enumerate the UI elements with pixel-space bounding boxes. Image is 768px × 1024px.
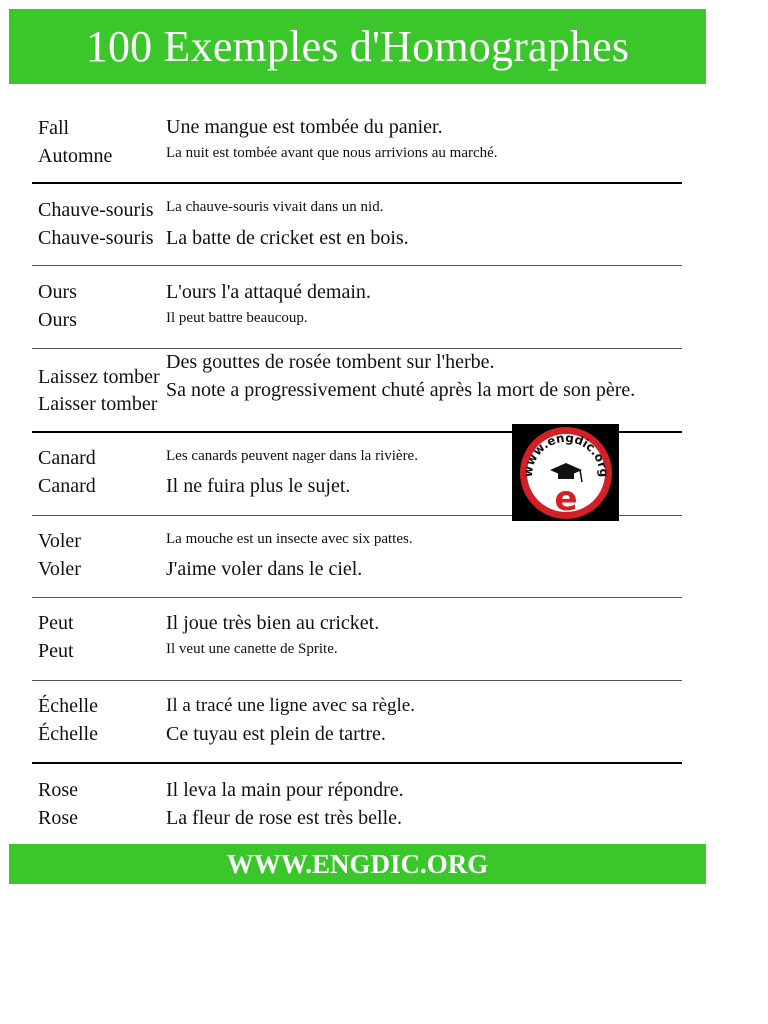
sentence-2: La batte de cricket est en bois. [166,227,409,249]
table-row [32,184,682,266]
table-row [32,101,682,184]
page-title: 100 Exemples d'Homographes [85,22,630,71]
table-row [32,266,682,349]
table-row [32,681,682,764]
word-1: Laissez tomber [38,366,160,388]
table-row [32,349,682,433]
logo-graphic [514,426,618,520]
word-1: Ours [38,281,77,303]
word-2: Laisser tomber [38,393,158,415]
sentence-2: La nuit est tombée avant que nous arrivions au marché. [166,145,498,161]
sentence-2: Sa note a progressivement chuté après la mort de son père. [166,379,636,401]
engdic-logo [512,424,619,521]
sentence-1: La mouche est un insecte avec six pattes. [166,531,413,547]
footer-link[interactable]: WWW.ENGDIC.ORG [226,848,489,879]
word-1: Voler [38,530,81,552]
word-2: Échelle [38,723,98,745]
sentence-2: Il ne fuira plus le sujet. [166,475,351,497]
title-banner [9,9,706,84]
sentence-1: Les canards peuvent nager dans la rivière. [166,448,418,464]
word-2: Ours [38,309,77,331]
word-1: Chauve-souris [38,199,154,221]
word-1: Peut [38,612,74,634]
word-1: Fall [38,117,70,139]
table-row [32,516,682,598]
sentence-2: La fleur de rose est très belle. [166,807,403,829]
word-1: Rose [38,779,78,801]
sentence-2: Il peut battre beaucoup. [166,310,308,326]
sentence-2: Il veut une canette de Sprite. [166,641,338,657]
sentence-1: La chauve-souris vivait dans un nid. [166,199,384,215]
word-2: Peut [38,640,74,662]
sentence-1: Une mangue est tombée du panier. [166,116,443,138]
sentence-2: Ce tuyau est plein de tartre. [166,723,386,745]
sentence-2: J'aime voler dans le ciel. [166,558,363,580]
logo-text: www.engdic.org [520,430,611,478]
sentence-1: Des gouttes de rosée tombent sur l'herbe. [166,351,495,373]
word-2: Automne [38,145,113,167]
sentence-1: Il joue très bien au cricket. [166,612,380,634]
word-1: Échelle [38,695,98,717]
table-row [32,764,682,845]
table-row [32,598,682,681]
word-1: Canard [38,447,96,469]
sentence-1: Il leva la main pour répondre. [166,779,404,801]
word-2: Chauve-souris [38,227,154,249]
word-2: Rose [38,807,78,829]
word-2: Voler [38,558,81,580]
logo-letter: e [553,478,578,519]
footer-banner [9,844,706,884]
word-2: Canard [38,475,96,497]
sentence-1: L'ours l'a attaqué demain. [166,281,371,303]
sentence-1: Il a tracé une ligne avec sa règle. [166,695,415,716]
